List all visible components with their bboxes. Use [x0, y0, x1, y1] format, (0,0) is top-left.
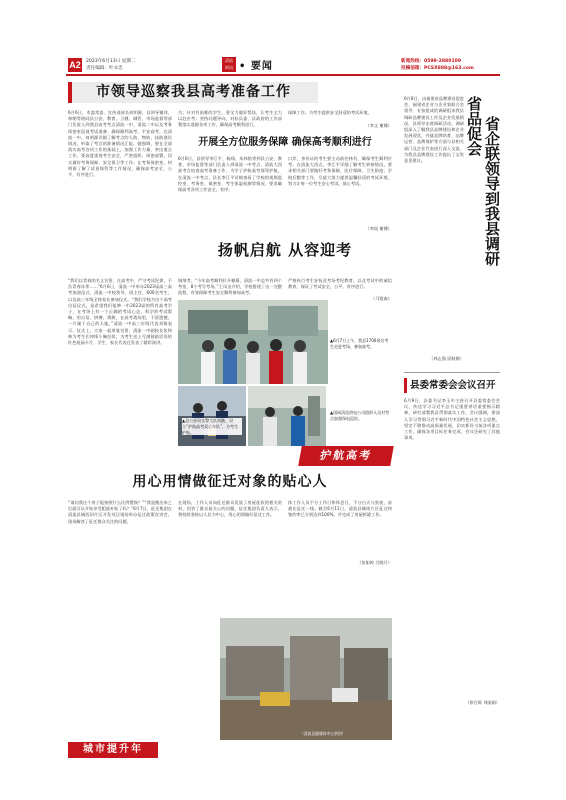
- lead-body-col1: 6月6日，市委常委、宣传部部长何明源，县领导谢玮、林朝等陪同县公安、教育、卫健、城管、市场监督等部门负责人到我县高考考点清流一中、清流二中以及考务保密室巡视考试准备、确保顺利高考、平安高考。在清流一中，何明源详细了解考点的人防、物防、技防建设情况，听取了考点的准备情况汇报。她强调，要在全面落实高考各项工作的基础上，加强工作力量，突出重点工作，要高度重视考生安全，严密组织、周密部署，切实做好考务保障、安全保卫等工作。在考务保密室，何明源了解了试卷保管等工作情况，确保高考安全、公平、有序进行。: [68, 110, 172, 178]
- escort-body-col2: 调剂考。“今年高考顺利拉开帷幕，清流一中总共有四个考室，8个考号考场。”王凤圣介绍，学校搭建了这一完整流程，有效保障考生安全顺利参加高考。: [178, 278, 282, 296]
- migrants-body-col2: 在现场，工作人员向征迁群众发放了房屋征收的相关资料，回答了群众最关心的问题，征迁集团负责人表示，将持续坚持以人民为中心，用心用情做好征迁工作。: [178, 500, 282, 518]
- side-brief-headline-bar: [404, 378, 500, 393]
- lead-sub-col2: [288, 156, 392, 234]
- lead-headline: 市领导巡察我县高考准备工作: [96, 84, 291, 100]
- masthead-rule: [66, 74, 500, 76]
- side-brief-body: 6月9日，县委书记李玉中主持召开县委常委会会议，传达学习习近平总书记重要讲话重要指示精神，研究部署我县贯彻落实工作。会议强调，要深入学习贯彻习近平新时代中国特色社会主义思想，坚定不移推动高质量发展，切实抓好当前各项重点工作，确保各项目标任务完成。会议还研究了其他事项。: [404, 398, 500, 441]
- photo-demolition-credit: （清流县融媒体中心供图）: [300, 731, 346, 736]
- lead-byline: （李文 谢娜）: [365, 123, 392, 128]
- lead-sub-col1: 6月6日，县领导李江平、杨翔、朱林陪等到县公安、教育、市场监督等部门负责人到清流一中考点、清流大西高考点检查高考准备工作，为学子护航高考保驾护航。在清流一中考点，县长李江平详细查看了学校的视频监控室、考务室、保密室、考生体温检测等情况，要求确保高考各项工作安全、有序。: [178, 156, 282, 193]
- section-title: • 要闻: [239, 61, 273, 72]
- issue-date: 2023年6月13日 星期二: [86, 59, 136, 64]
- escort-body-col3: 严格执行考生安检及考场考纪教育，以及考试中的诚信教育，保证了考试安全、公平、有序进行。: [288, 278, 392, 290]
- side-brief-byline: （徐召辉 刘丽娟）: [465, 700, 500, 705]
- police-photo-image: [178, 386, 246, 446]
- migrants-byline: （张如婷 吕晓月）: [357, 560, 392, 565]
- side-brief-rule: [404, 372, 500, 373]
- section-title-text: 要闻: [250, 61, 273, 72]
- escort-body-col1: “我们以青春的名义宣誓，在高考中，严守考试纪律，不负青春年华……”6月6日，清流一中举办2023届高三高考加油仪式，清流一中校领导、班主任、600名考生，以及高三年级全体家长参加仪式。“我们学校为这个高考出征仪式，是希望我们能够一中2023届的所有高考学子，在考场上有一个正确的考试心态，科学的考试策略，用自信、拼搏、勇敢，在高考战场里，不留遗憾，一片属于自己的天地。”清流一中高三年级代表刘翔表示。仪式上，大家一起拿笔宣誓，清流一中副校长张和林为考生们冲锋小胸包装，为考生送上写满鼓励话语的红色祝福卡片，学生、家长代表还发表了精彩演讲。: [68, 278, 172, 346]
- students-photo-image: [178, 300, 328, 384]
- lead-sub-byline: （李岚 谢娜）: [365, 226, 392, 231]
- migrants-body-col3: 体工作人员不分工作日和休息日，不分白天与黑夜，奋战在征迁一线。截至6月11日，清流县城南片区征迁和签约率已分别达到100%，并完成了房屋拆除工作。: [288, 500, 392, 518]
- migrants-headline: 用心用情做征迁对象的贴心人: [132, 474, 328, 490]
- lead-col3: [288, 110, 392, 130]
- escort-headline: 扬帆启航 从容迎考: [217, 241, 353, 259]
- side-headline-line1: 省品促会: [465, 96, 483, 156]
- side-article-byline: （林志强 邱秋敏）: [429, 356, 464, 361]
- migrants-body-col1: “请问我这个房子能按照什么比例置换？”“我是搬出来之后就可以开始享受粗放补贴了吗？”6月7日，征迁集团在清流县城西旧片区开发项目现场举办征迁政策宣讲会，现场解答了征迁群众关注的问题。: [68, 500, 172, 524]
- city-banner: 城市提升年: [68, 742, 158, 758]
- photo-caption-1: ▲6月7日上午，我县1700余名考生走进考场，参加高考。: [330, 338, 389, 349]
- photo-demolition-site: [220, 618, 392, 740]
- photo-police-escort: [178, 386, 246, 446]
- section-editor: 责任编辑：叶永忠: [86, 66, 123, 71]
- side-brief-headline: 县委常委会会议召开: [410, 380, 496, 391]
- news-hotline: 新闻热线：0599-2880109: [401, 59, 462, 64]
- lead-subheadline: 开展全方位服务保障 确保高考顺利进行: [198, 137, 372, 148]
- photo-caption-2: ▲县公安局交警大队执勤，设立“护航高考爱心车队”，为考生护航。: [182, 418, 242, 435]
- escort-banner: 护航高考: [298, 446, 394, 466]
- side-article-headline: [466, 96, 500, 368]
- page-number-badge: A2: [69, 60, 81, 70]
- lead-body-col2: 为；针对有困难的学生，要全力做好帮扶，让考生全力以赴应考；坚持问题导向，对标县委、县政府的工作部署落实落细各项工作，确保高考顺利进行。: [178, 110, 282, 128]
- escort-byline: （马霞森）: [371, 296, 392, 301]
- lead-body-col3: 保障工作。为考生提供安全舒适的考试环境。: [288, 110, 372, 115]
- masthead: [0, 0, 566, 75]
- brand-badge: [222, 57, 236, 72]
- side-article-body: 6月8日，由福建省品牌建设促进会、福建省企业与企业家联合会领导、专家组成的调研组来我县调研品牌建设工作及企业发展情况，县领导出席调研活动。调研组深入了解我县品牌建设和企业发展现状，并就品牌培育、品牌运营、品牌保护等方面与县相关部门及企业代表进行深入交流，为我县品牌建设工作提出了宝贵意见建议。: [404, 96, 464, 164]
- brand-badge-top: 清流: [225, 58, 233, 63]
- lead-sub-body: 口岸，身份证的考生要主动前往林有，确保考生顺利应考。在清流大西点，李江平详细了解考生转接情况，要求相关部门要做好考务保障，医疗保障，卫生防疫，学校后勤等工作，尽最大努力提供温馨舒适的考试环境，努力让每一位考生安心考试，放心考试。: [288, 156, 392, 186]
- photo-caption-3: ▲国网清流供电公司组织人员对考点加强保电巡检。: [330, 410, 390, 421]
- photo-students-exam: [178, 300, 328, 384]
- brand-badge-bottom: 时讯: [225, 64, 233, 70]
- migrants-col3: [288, 500, 392, 610]
- submission-email: 投稿信箱：PCSX888@163.com: [401, 66, 474, 71]
- lead-headline-bar: [68, 82, 318, 103]
- photo-power-check: [248, 386, 326, 446]
- demolition-photo-image: [220, 618, 392, 740]
- power-photo-image: [248, 386, 326, 446]
- side-headline-line2: 省企联领导到我县调研: [483, 116, 501, 266]
